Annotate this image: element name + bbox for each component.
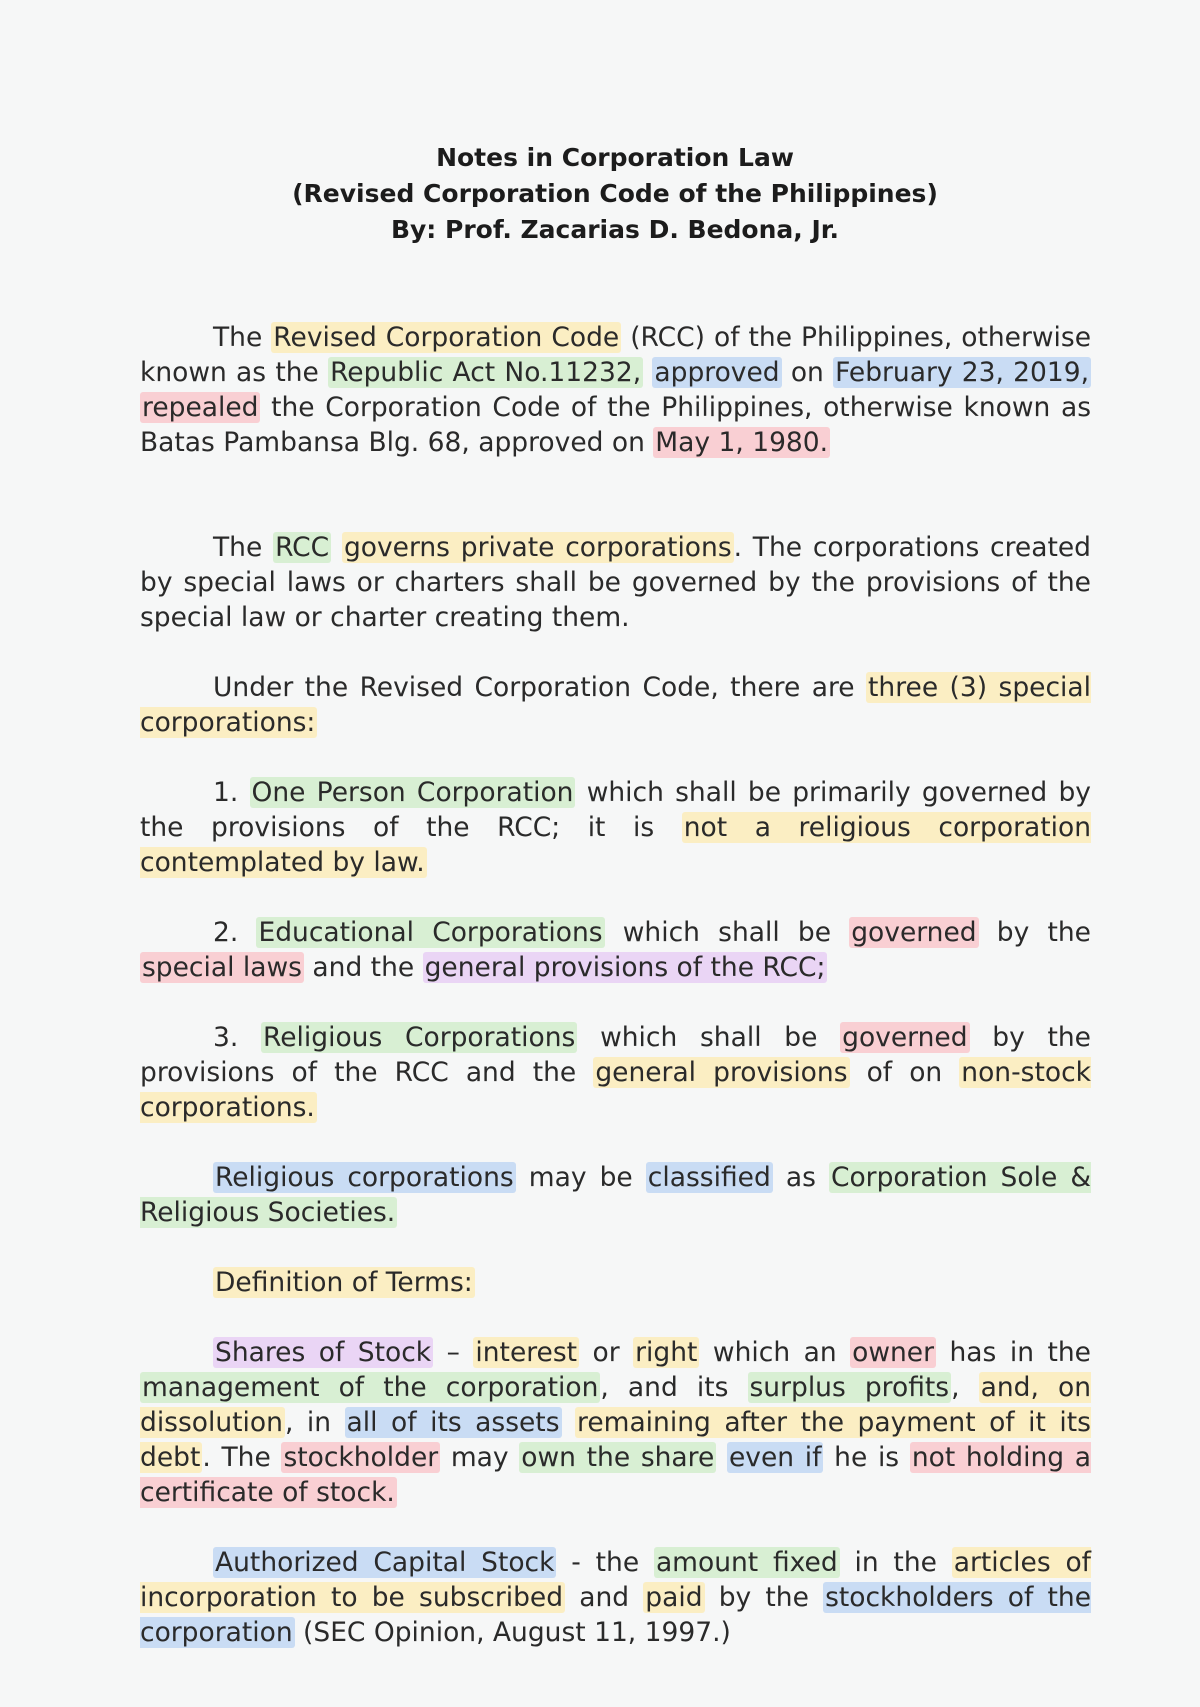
text: The [213,322,272,353]
highlight: owner [852,1337,935,1368]
highlight: stockholder [283,1442,439,1473]
highlight: management of the corporation [142,1372,599,1403]
text: , and its [600,1372,748,1403]
text: of on [849,1057,960,1088]
text: in the [839,1547,952,1578]
highlight: governed [851,917,977,948]
highlight: Educational Corporations [258,917,603,948]
paragraph-rcc-governs [140,530,1091,635]
list-item-educational-corporations [140,915,1091,985]
text: Under the Revised Corporation Code, there are [213,672,867,703]
text [331,532,342,563]
title-line-2: (Revised Corporation Code of the Philippines) [292,179,938,208]
definition-authorized-capital-stock [140,1545,1091,1650]
highlight: not a religious corporation contemplated by law. [140,812,1091,878]
title-line-1: Notes in Corporation Law [436,143,794,172]
text: by the provisions of the RCC and the [140,1022,1091,1088]
text: by the [978,917,1091,948]
text: , in [284,1407,345,1438]
highlight: May 1, 1980. [655,427,829,458]
list-number: 3. [213,1022,262,1053]
highlight: own the share [521,1442,715,1473]
highlight: stockholders of the corporation [140,1582,1091,1648]
highlight: interest [475,1337,578,1368]
highlight: repealed [142,392,259,423]
text: (RCC) of the Philippines, otherwise known as the [140,322,1091,388]
highlight: classified [647,1162,771,1193]
highlight: Definition of Terms: [215,1267,473,1298]
text: on [781,357,834,388]
text: as [772,1162,829,1193]
highlight: general provisions of the RCC; [424,952,826,983]
text: which shall be primarily governed by the provisions of the RCC; it is [140,777,1091,843]
highlight: non-stock corporations. [140,1057,1091,1123]
text: and [565,1582,644,1613]
text: by the [704,1582,824,1613]
document-title [0,140,1200,248]
text [643,357,652,388]
highlight: Republic Act No.11232, [330,357,642,388]
paragraph-religious-classification [140,1160,1091,1230]
highlight: Shares of Stock [215,1337,432,1368]
highlight: governed [842,1022,968,1053]
highlight: right [635,1337,698,1368]
text: or [579,1337,634,1368]
highlight: remaining after the payment of it its debt [140,1407,1091,1473]
list-item-one-person-corporation [140,775,1091,880]
text: – [433,1337,474,1368]
highlight: paid [645,1582,703,1613]
highlight: One Person Corporation [251,777,574,808]
paragraph-special-corporations [140,670,1091,740]
text: The [213,532,274,563]
definition-shares-of-stock [140,1335,1091,1510]
text: the Corporation Code of the Philippines, otherwise known as Batas Pambansa Blg. 68, approved on [140,392,1091,458]
text: he is [823,1442,910,1473]
highlight: general provisions [595,1057,848,1088]
highlight: special laws [142,952,302,983]
highlight: Religious Corporations [263,1022,576,1053]
text: - the [556,1547,654,1578]
highlight: governs private corporations [343,532,732,563]
highlight: approved [654,357,780,388]
text: . The corporations created by special laws or charters shall be governed by the provisions of the special law or charter creating them. [140,532,1091,633]
text: which shall be [604,917,850,948]
section-heading-definition-of-terms [140,1265,1091,1300]
author-line: By: Prof. Zacarias D. Bedona, Jr. [390,215,840,244]
text [562,1407,576,1438]
highlight: Religious corporations [215,1162,514,1193]
highlight: Corporation Sole & Religious Societies. [140,1162,1091,1228]
list-item-religious-corporations [140,1020,1091,1125]
text [716,1442,727,1473]
text: may [440,1442,520,1473]
highlight: February 23, 2019, [835,357,1089,388]
text: , [951,1372,979,1403]
text: which an [699,1337,851,1368]
highlight: not holding a certificate of stock. [140,1442,1091,1508]
text: (SEC Opinion, August 11, 1997.) [294,1617,731,1648]
text: has in the [936,1337,1091,1368]
paragraph-rcc-intro [140,320,1091,460]
highlight: even if [729,1442,822,1473]
text: may be [515,1162,646,1193]
text: . The [202,1442,282,1473]
highlight: surplus profits [749,1372,950,1403]
highlight: all of its assets [346,1407,560,1438]
highlight: RCC [275,532,330,563]
highlight: and, on dissolution [140,1372,1091,1438]
list-number: 2. [213,917,257,948]
highlight: articles of incorporation to be subscribed [140,1547,1091,1613]
highlight: Revised Corporation Code [273,322,620,353]
text: which shall be [577,1022,841,1053]
highlight: Authorized Capital Stock [215,1547,555,1578]
highlight: three (3) special corporations: [140,672,1091,738]
list-number: 1. [213,777,250,808]
text: and the [303,952,423,983]
highlight: amount fixed [655,1547,838,1578]
